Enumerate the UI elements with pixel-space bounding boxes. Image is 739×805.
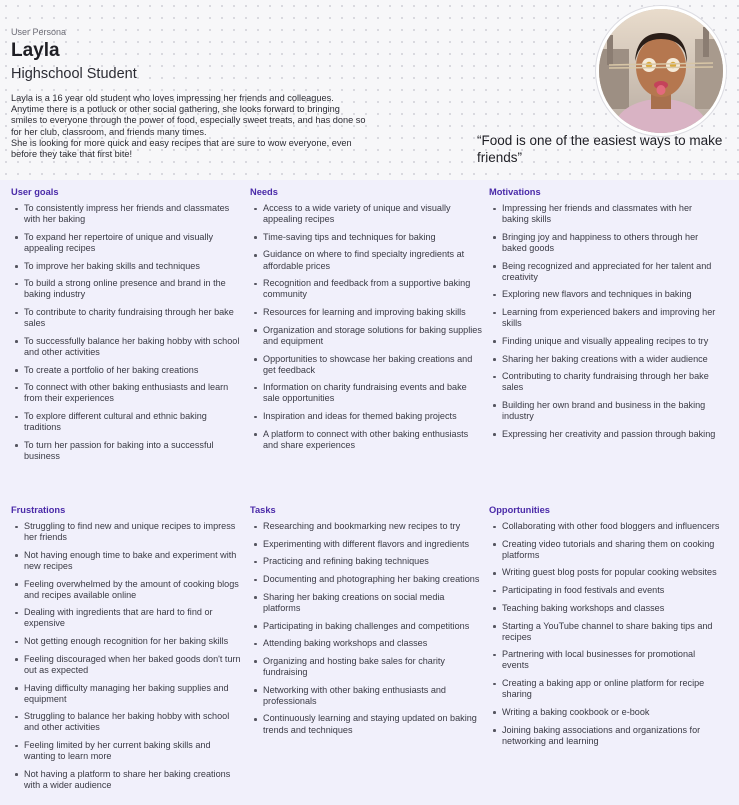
needs-section [250, 187, 482, 458]
tasks-section [250, 505, 482, 742]
list-item: Contributing to charity fundraising through her bake sales [489, 371, 721, 393]
section-title: Frustrations [11, 505, 66, 515]
list-item: Being recognized and appreciated for her talent and creativity [489, 261, 721, 283]
persona-header [0, 0, 739, 180]
list-item: Building her own brand and business in the baking industry [489, 400, 721, 422]
list-item: Not getting enough recognition for her baking skills [11, 636, 243, 647]
list-item: Sharing her baking creations on social media platforms [250, 592, 482, 614]
list-item: Partnering with local businesses for promotional events [489, 649, 721, 671]
list-item: Joining baking associations and organizations for networking and learning [489, 725, 721, 747]
frustrations-list [11, 521, 243, 791]
list-item: To build a strong online presence and brand in the baking industry [11, 278, 243, 300]
list-item: Organization and storage solutions for baking supplies and equipment [250, 325, 482, 347]
list-item: Exploring new flavors and techniques in baking [489, 289, 721, 300]
list-item: Opportunities to showcase her baking creations and get feedback [250, 354, 482, 376]
opportunities-list [489, 521, 721, 747]
list-item: A platform to connect with other baking enthusiasts and share experiences [250, 429, 482, 451]
list-item: To turn her passion for baking into a successful business [11, 440, 243, 462]
list-item: Feeling limited by her current baking skills and wanting to learn more [11, 740, 243, 762]
list-item: Starting a YouTube channel to share baking tips and recipes [489, 621, 721, 643]
needs-list [250, 203, 482, 451]
list-item: Finding unique and visually appealing recipes to try [489, 336, 721, 347]
motivations-section [489, 187, 721, 446]
list-item: To create a portfolio of her baking creations [11, 365, 243, 376]
persona-name: Layla [11, 40, 60, 61]
list-item: Teaching baking workshops and classes [489, 603, 721, 614]
list-item: To successfully balance her baking hobby with school and other activities [11, 336, 243, 358]
list-item: To consistently impress her friends and classmates with her baking [11, 203, 243, 225]
list-item: Writing guest blog posts for popular cooking websites [489, 567, 721, 578]
persona-bio [11, 93, 366, 160]
section-title: Tasks [250, 505, 276, 515]
list-item: Participating in food festivals and events [489, 585, 721, 596]
list-item: Researching and bookmarking new recipes to try [250, 521, 482, 532]
user-goals-section [11, 187, 243, 469]
frustrations-section [11, 505, 243, 798]
list-item: Feeling discouraged when her baked goods don't turn out as expected [11, 654, 243, 676]
list-item: Recognition and feedback from a supportive baking community [250, 278, 482, 300]
list-item: Practicing and refining baking techniques [250, 556, 482, 567]
list-item: Creating a baking app or online platform for recipe sharing [489, 678, 721, 700]
list-item: Experimenting with different flavors and ingredients [250, 539, 482, 550]
section-title: Motivations [489, 187, 541, 197]
opportunities-section [489, 505, 721, 753]
avatar-photo [599, 9, 723, 133]
list-item: Participating in baking challenges and competitions [250, 621, 482, 632]
user-goals-list [11, 203, 243, 462]
list-item: Learning from experienced bakers and improving her skills [489, 307, 721, 329]
list-item: Networking with other baking enthusiasts and professionals [250, 685, 482, 707]
tasks-list [250, 521, 482, 736]
bio-paragraph: She is looking for more quick and easy recipes that are sure to wow everyone, even before they take that first bite! [11, 137, 352, 160]
list-item: To expand her repertoire of unique and visually appealing recipes [11, 232, 243, 254]
list-item: Expressing her creativity and passion through baking [489, 429, 721, 440]
list-item: Bringing joy and happiness to others through her baked goods [489, 232, 721, 254]
bio-paragraph: Layla is a 16 year old student who loves impressing her friends and colleagues. Anytime there is a potluck or other social gathering, she looks forward to bringing smiles to everyone through the power of food, especially sweet treats, and has done so for her club, classroom, and friends many times. [11, 93, 366, 137]
list-item: Creating video tutorials and sharing them on cooking platforms [489, 539, 721, 561]
persona-details-panel [0, 180, 739, 805]
persona-role: Highschool Student [11, 66, 137, 82]
list-item: Feeling overwhelmed by the amount of cooking blogs and recipes available online [11, 579, 243, 601]
list-item: Time-saving tips and techniques for baking [250, 232, 482, 243]
list-item: Impressing her friends and classmates with her baking skills [489, 203, 721, 225]
list-item: Not having enough time to bake and experiment with new recipes [11, 550, 243, 572]
list-item: Attending baking workshops and classes [250, 638, 482, 649]
list-item: Having difficulty managing her baking supplies and equipment [11, 683, 243, 705]
list-item: To contribute to charity fundraising through her bake sales [11, 307, 243, 329]
list-item: To explore different cultural and ethnic baking traditions [11, 411, 243, 433]
list-item: Resources for learning and improving baking skills [250, 307, 482, 318]
list-item: Documenting and photographing her baking creations [250, 574, 482, 585]
list-item: Guidance on where to find specialty ingredients at affordable prices [250, 249, 482, 271]
list-item: Collaborating with other food bloggers and influencers [489, 521, 721, 532]
list-item: Inspiration and ideas for themed baking projects [250, 411, 482, 422]
section-title: User goals [11, 187, 59, 197]
list-item: Sharing her baking creations with a wider audience [489, 354, 721, 365]
eyebrow-label: User Persona [11, 27, 67, 37]
persona-quote: “Food is one of the easiest ways to make friends” [477, 133, 723, 165]
motivations-list [489, 203, 721, 440]
list-item: Dealing with ingredients that are hard to find or expensive [11, 607, 243, 629]
section-title: Opportunities [489, 505, 550, 515]
list-item: Access to a wide variety of unique and visually appealing recipes [250, 203, 482, 225]
list-item: Struggling to find new and unique recipes to impress her friends [11, 521, 243, 543]
list-item: Continuously learning and staying updated on baking trends and techniques [250, 713, 482, 735]
list-item: To improve her baking skills and techniques [11, 261, 243, 272]
avatar [596, 6, 726, 136]
list-item: Not having a platform to share her baking creations with a wider audience [11, 769, 243, 791]
list-item: Information on charity fundraising events and bake sale opportunities [250, 382, 482, 404]
list-item: To connect with other baking enthusiasts and learn from their experiences [11, 382, 243, 404]
section-title: Needs [250, 187, 278, 197]
list-item: Organizing and hosting bake sales for charity fundraising [250, 656, 482, 678]
list-item: Writing a baking cookbook or e-book [489, 707, 721, 718]
list-item: Struggling to balance her baking hobby with school and other activities [11, 711, 243, 733]
